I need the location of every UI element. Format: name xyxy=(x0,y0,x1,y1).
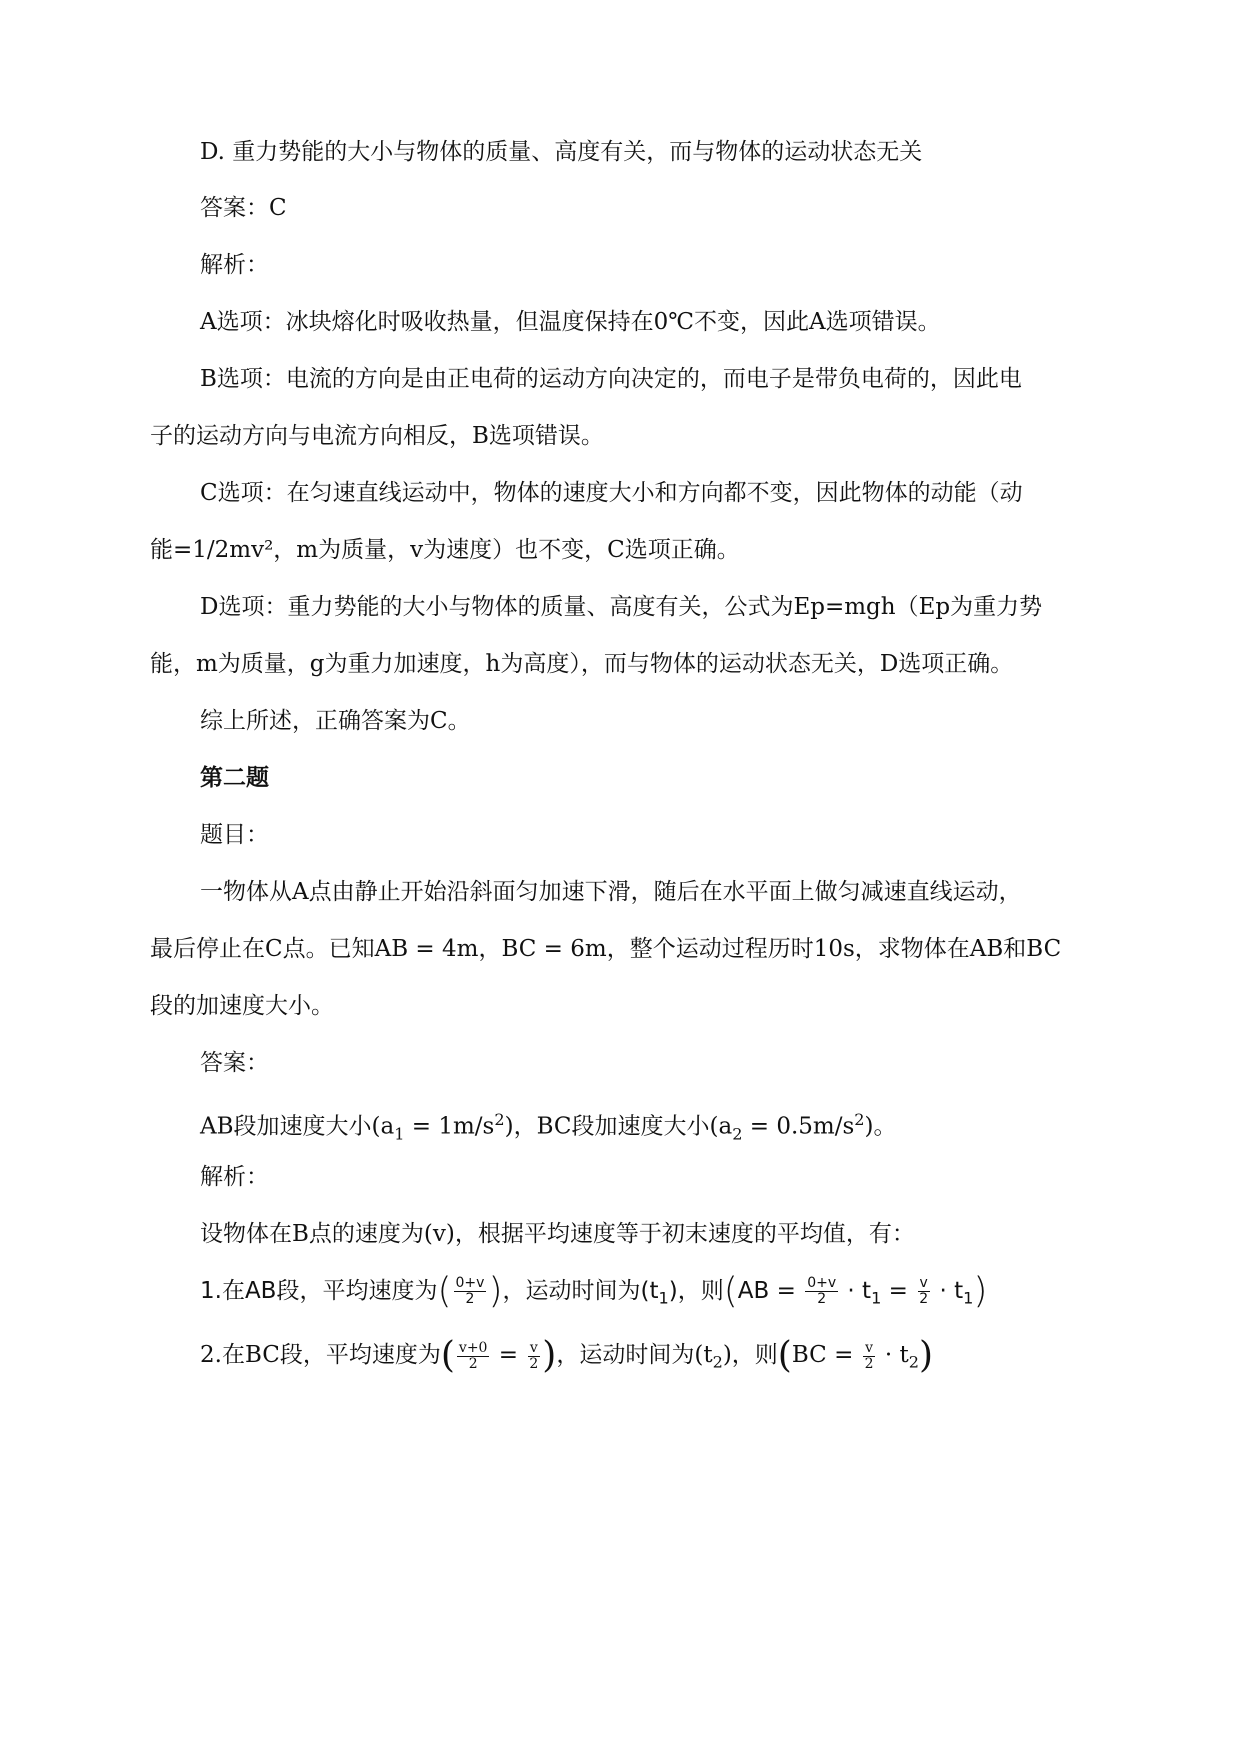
analysis-c-2: 能=1/2mv²，m为质量，v为速度）也不变，C选项正确。 xyxy=(150,537,740,563)
fraction: $\frac{0+v}{2}$ xyxy=(455,1275,485,1307)
answer-label: 答案： xyxy=(200,1050,269,1076)
conclusion-line: 综上所述，正确答案为C。 xyxy=(200,708,471,734)
analysis-b-2: 子的运动方向与电流方向相反，B选项错误。 xyxy=(150,423,604,449)
question-label: 题目： xyxy=(200,822,269,848)
fraction: $\frac{v}{2}$ xyxy=(919,1275,929,1307)
question-text-1: 一物体从A点由静止开始沿斜面匀加速下滑，随后在水平面上做匀减速直线运动， xyxy=(200,879,1022,905)
analysis-c-1: C选项：在匀速直线运动中，物体的速度大小和方向都不变，因此物体的动能（动 xyxy=(200,480,1023,506)
question-text-3: 段的加速度大小。 xyxy=(150,993,334,1019)
step-2-line: 2.在BC段，平均速度为( $\frac{v+0}{2}$ = $\frac{v}{2}$ )，运动时间为$(t_2)$，则(BC = $\frac{v}{2}$ · $t_2$) xyxy=(200,1335,934,1376)
fraction: $\frac{v}{2}$ xyxy=(529,1339,539,1372)
analysis-b-1: B选项：电流的方向是由正电荷的运动方向决定的，而电子是带负电荷的，因此电 xyxy=(200,366,1022,392)
answer-line: 答案：C xyxy=(200,195,287,221)
question-text-2: 最后停止在C点。已知AB = 4m，BC = 6m，整个运动过程历时10s，求物体在AB和BC xyxy=(150,936,1062,962)
analysis-d-2: 能，m为质量，g为重力加速度，h为高度），而与物体的运动状态无关，D选项正确。 xyxy=(150,651,1014,677)
fraction: $\frac{0+v}{2}$ xyxy=(807,1275,837,1307)
answer-value-line: AB段加速度大小$(a_1 = 1m/s^2)$，BC段加速度大小$(a_2 = 0.5m/s^2)$。 xyxy=(200,1110,897,1144)
analysis-a: A选项：冰块熔化时吸收热量，但温度保持在0℃不变，因此A选项错误。 xyxy=(200,309,941,335)
fraction: $\frac{v+0}{2}$ xyxy=(458,1339,488,1372)
fraction: $\frac{v}{2}$ xyxy=(864,1339,874,1372)
section-heading: 第二题 xyxy=(200,764,269,791)
option-d-line: D. 重力势能的大小与物体的质量、高度有关，而与物体的运动状态无关 xyxy=(200,139,923,165)
analysis-heading-2: 解析： xyxy=(200,1164,269,1190)
setup-line: 设物体在B点的速度为(v)，根据平均速度等于初末速度的平均值，有： xyxy=(200,1221,915,1247)
analysis-heading: 解析： xyxy=(200,252,269,278)
analysis-d-1: D选项：重力势能的大小与物体的质量、高度有关，公式为Ep=mgh（Ep为重力势 xyxy=(200,594,1043,620)
step-1-line: 1.在AB段，平均速度为( $\frac{0+v}{2}$ )，运动时间为$(t_1)$，则(AB = $\frac{0+v}{2}$ · $t_1$ = $\frac{v}{2}$ · $t_1$) xyxy=(200,1270,988,1312)
